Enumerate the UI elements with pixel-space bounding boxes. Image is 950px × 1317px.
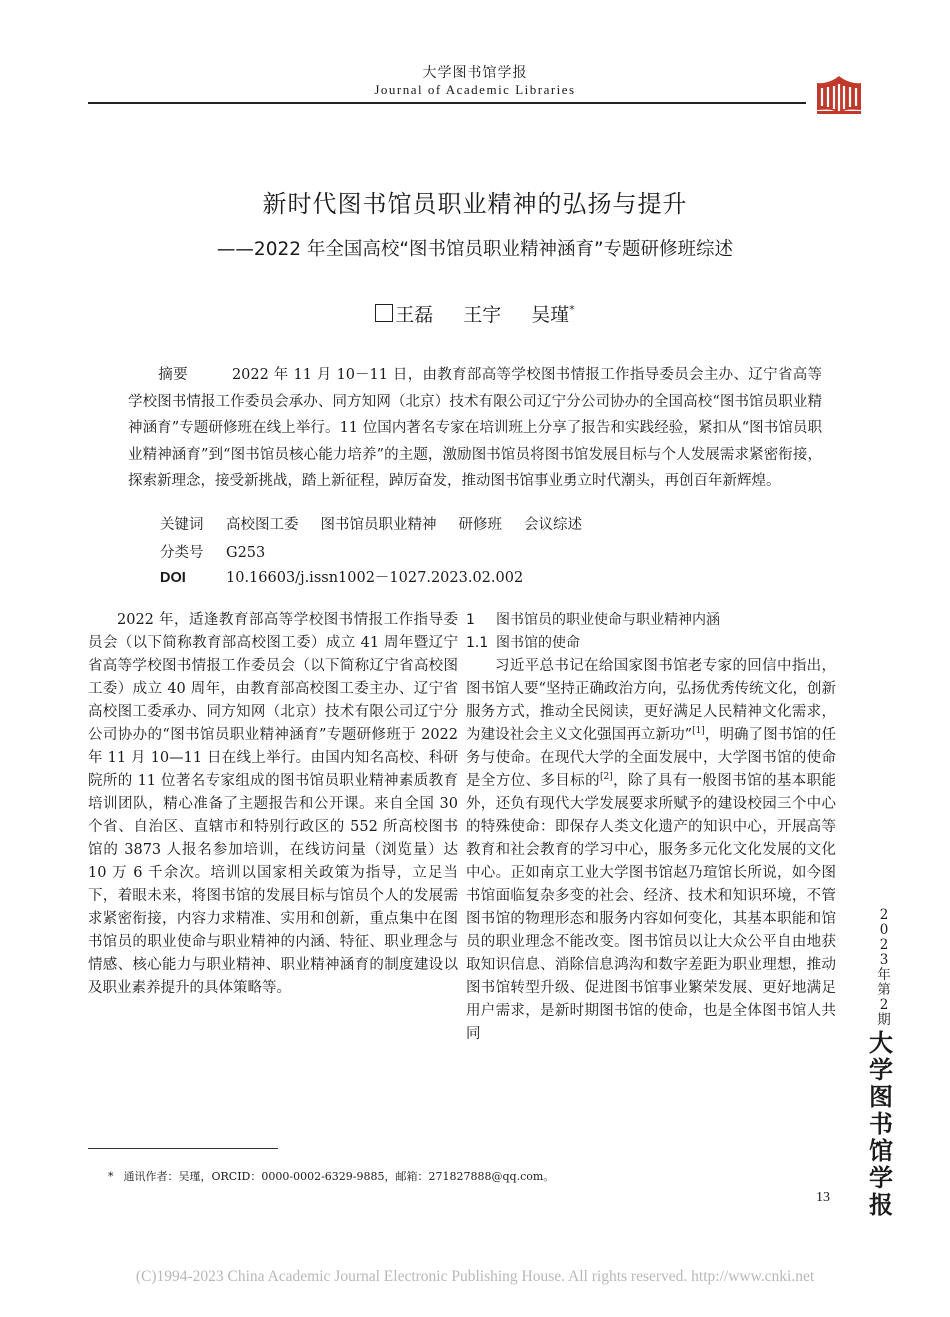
author-name: 吴瑾 bbox=[531, 304, 570, 326]
citation-ref[interactable]: [2] bbox=[599, 772, 613, 782]
keyword: 高校图工委 bbox=[226, 517, 299, 533]
header-rule bbox=[88, 102, 806, 104]
journal-title-cn: 大学图书馆学报 bbox=[422, 65, 528, 81]
subsection-number: 1.1 bbox=[466, 635, 489, 651]
subsection-title: 图书馆的使命 bbox=[496, 635, 580, 651]
paragraph-text: ，明确了图书馆的任务与使命。在现代大学的全面发展中，大学图书馆的使命是全方位、多目标的 bbox=[466, 727, 836, 789]
classification bbox=[160, 541, 265, 562]
author-name: 王宇 bbox=[463, 304, 502, 326]
section-title: 图书馆员的职业使命与职业精神内涵 bbox=[496, 612, 720, 628]
doi bbox=[160, 566, 523, 587]
article-title: 新时代图书馆员职业精神的弘扬与提升 bbox=[262, 190, 688, 218]
subsection-heading bbox=[466, 632, 836, 655]
article-subtitle: ——2022 年全国高校“图书馆员职业精神涵育”专题研修班综述 bbox=[216, 239, 734, 260]
issue-label: 2 0 2 3 年 第 2 期 bbox=[877, 907, 891, 1028]
page-number: 13 bbox=[816, 1190, 830, 1205]
keywords bbox=[160, 513, 604, 534]
body-left-column bbox=[88, 609, 458, 1000]
citation-ref[interactable]: [1] bbox=[692, 726, 705, 736]
author-name: 王磊 bbox=[395, 304, 434, 326]
abstract-label: 摘要 bbox=[158, 367, 188, 383]
doi-label: DOI bbox=[160, 570, 186, 586]
keyword: 会议综述 bbox=[524, 517, 582, 533]
paragraph-text: 习近平总书记在给国家图书馆老专家的回信中指出，图书馆人要“坚持正确政治方向，弘扬优秀传统文化，创新服务方式，推动全民阅读，更好满足人民精神文化需求，为建设社会主义文化强国再立新功” bbox=[466, 658, 836, 743]
classification-value: G253 bbox=[226, 545, 266, 561]
body-right-column bbox=[466, 609, 836, 1046]
keywords-label: 关键词 bbox=[160, 517, 204, 533]
classification-label: 分类号 bbox=[160, 545, 204, 561]
body-paragraph: 2022 年，适逢教育部高等学校图书情报工作指导委员会（以下简称教育部高校图工委）成立 41 周年暨辽宁省高等学校图书情报工作委员会（以下简称辽宁省高校图工委）成立 40 周年，由教育部高校图工委主办、辽宁省高校图工委承办、同方知网（北京）技术有限公司辽宁分公司协办的“图书馆员职业精神涵育”专题研修班于 2022 年 11 月 10—11 日在线上举行。由国内知名高校、科研院所的 11 位著名专家组成的图书馆员职业精神素质教育培训团队，精心准备了主题报告和公开课。来自全国 30 个省、自治区、直辖市和特别行政区的 552 所高校图书馆的 3873 人报名参加培训，在线访问量（浏览量）达 10 万 6 千余次。培训以国家相关政策为指导，立足当下，着眼未来，将图书馆的发展目标与馆员个人的发展需求紧密衔接，内容力求精准、实用和创新，重点集中在图书馆员的职业使命与职业精神的内涵、特征、职业理念与情感、核心能力与职业精神、职业精神涵育的制度建设以及职业素养提升的具体策略等。 bbox=[88, 612, 458, 996]
section-heading bbox=[466, 609, 836, 632]
author-line bbox=[0, 300, 950, 327]
body-paragraph bbox=[466, 655, 836, 1046]
author-box-icon bbox=[375, 304, 393, 322]
footnote-text: 通讯作者：吴瑾，ORCID：0000-0002-6329-9885，邮箱：271827888@qq.com。 bbox=[123, 1170, 555, 1183]
paragraph-text: ，除了具有一般图书馆的基本职能外，还负有现代大学发展要求所赋予的建设校园三个中心的特殊使命：即保存人类文化遗产的知识中心，开展高等教育和社会教育的学习中心，服务多元化文化发展的文化中心。正如南京工业大学图书馆赵乃瑄馆长所说，如今图书馆面临复杂多变的社会、经济、技术和知识环境，不管图书馆的物理形态和服务内容如何变化，其基本职能和馆员的职业理念不能改变。图书馆员以让大众公平自由地获取知识信息、消除信息鸿沟和数字差距为职业理想，推动图书馆转型升级、促进图书馆事业繁荣发展、更好地满足用户需求，是新时期图书馆的使命，也是全体图书馆人共同 bbox=[466, 773, 836, 1042]
abstract bbox=[128, 362, 822, 495]
footnote-mark: * bbox=[108, 1170, 114, 1183]
journal-title-en: Journal of Academic Libraries bbox=[374, 82, 576, 97]
keyword: 研修班 bbox=[458, 517, 502, 533]
side-journal-logo: 大 学 图 书 馆 学 报 bbox=[869, 1029, 893, 1219]
corresponding-author-mark: * bbox=[569, 303, 575, 316]
doi-value: 10.16603/j.issn1002－1027.2023.02.002 bbox=[226, 570, 524, 586]
keyword: 图书馆员职业精神 bbox=[320, 517, 437, 533]
journal-logo-icon bbox=[814, 74, 864, 116]
footnote-rule bbox=[88, 1148, 278, 1149]
copyright-watermark: (C)1994-2023 China Academic Journal Electronic Publishing House. All rights reserved. http://www.cnki.net bbox=[135, 1268, 815, 1285]
footnote bbox=[108, 1168, 554, 1184]
section-number: 1 bbox=[466, 612, 475, 628]
abstract-text: 2022 年 11 月 10－11 日，由教育部高等学校图书情报工作指导委员会主办、辽宁省高等学校图书情报工作委员会承办、同方知网（北京）技术有限公司辽宁分公司协办的全国高校“图书馆员职业精神涵育”专题研修班在线上举行。11 位国内著名专家在培训班上分享了报告和实践经验，紧扣从“图书馆员职业精神涵育”到“图书馆员核心能力培养”的主题，激励图书馆员将图书馆发展目标与个人发展需求紧密衔接，探索新理念，接受新挑战，踏上新征程，踔厉奋发，推动图书馆事业勇立时代潮头，再创百年新辉煌。 bbox=[128, 367, 823, 490]
